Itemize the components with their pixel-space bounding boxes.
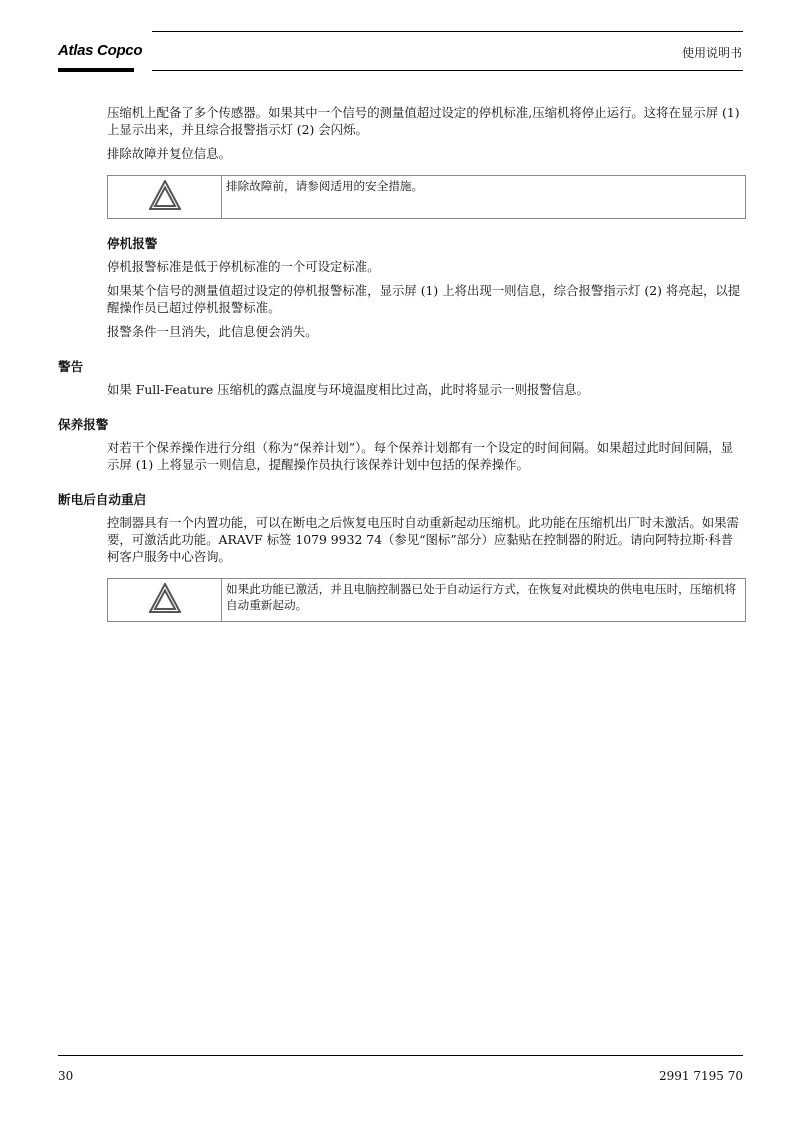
brand-logo: Atlas Copco bbox=[58, 42, 143, 59]
shutdown-warning-paragraph-2: 如果某个信号的测量值超过设定的停机报警标准，显示屏 (1) 上将出现一则信息，综合报警指示灯 (2) 将亮起，以提醒操作员已超过停机报警标准。 bbox=[107, 283, 741, 315]
shutdown-warning-heading: 停机报警 bbox=[107, 236, 158, 251]
note-icon-cell bbox=[108, 176, 222, 218]
auto-restart-note bbox=[107, 578, 746, 622]
intro-paragraph-2: 排除故障并复位信息。 bbox=[107, 146, 231, 161]
note-text: 如果此功能已激活，并且电脑控制器已处于自动运行方式，在恢复对此模块的供电电压时，压缩机将自动重新起动。 bbox=[226, 582, 737, 612]
shutdown-warning-paragraph-1: 停机报警标准是低于停机标准的一个可设定标准。 bbox=[107, 259, 380, 274]
shutdown-warning-paragraph-3: 报警条件一旦消失，此信息便会消失。 bbox=[107, 324, 318, 339]
note-text: 排除故障前，请参阅适用的安全措施。 bbox=[226, 179, 424, 193]
header-rule-bottom bbox=[152, 70, 743, 71]
note-icon-cell bbox=[108, 579, 222, 621]
warning-triangle-icon bbox=[149, 180, 181, 214]
service-warning-paragraph: 对若干个保养操作进行分组（称为“保养计划”）。每个保养计划都有一个设定的时间间隔。如果超过此时间间隔，显示屏 (1) 上将显示一则信息，提醒操作员执行该保养计划中包括的保养操作。 bbox=[107, 440, 733, 472]
intro-paragraph-1: 压缩机上配备了多个传感器。如果其中一个信号的测量值超过设定的停机标准,压缩机将停止运行。这将在显示屏 (1) 上显示出来，并且综合报警指示灯 (2) 会闪烁。 bbox=[107, 105, 740, 137]
auto-restart-paragraph: 控制器具有一个内置功能，可以在断电之后恢复电压时自动重新起动压缩机。此功能在压缩机出厂时未激活。如果需要，可激活此功能。ARAVF 标签 1079 9932 74（参见“图标”部分）应黏贴在控制器的附近。请向阿特拉斯·科普柯客户服务中心咨询。 bbox=[107, 515, 739, 564]
page-number: 30 bbox=[58, 1069, 74, 1083]
safety-note bbox=[107, 175, 746, 219]
page-content bbox=[58, 104, 744, 638]
document-number: 2991 7195 70 bbox=[659, 1069, 743, 1083]
header-rule-top bbox=[152, 31, 743, 32]
footer-rule bbox=[58, 1055, 743, 1056]
auto-restart-heading: 断电后自动重启 bbox=[58, 492, 147, 507]
warning-heading: 警告 bbox=[58, 359, 84, 374]
logo-underline bbox=[58, 68, 134, 72]
document-title: 使用说明书 bbox=[681, 46, 742, 60]
warning-triangle-icon bbox=[149, 583, 181, 617]
warning-paragraph: 如果 Full-Feature 压缩机的露点温度与环境温度相比过高，此时将显示一则报警信息。 bbox=[107, 382, 589, 397]
service-warning-heading: 保养报警 bbox=[58, 417, 109, 432]
